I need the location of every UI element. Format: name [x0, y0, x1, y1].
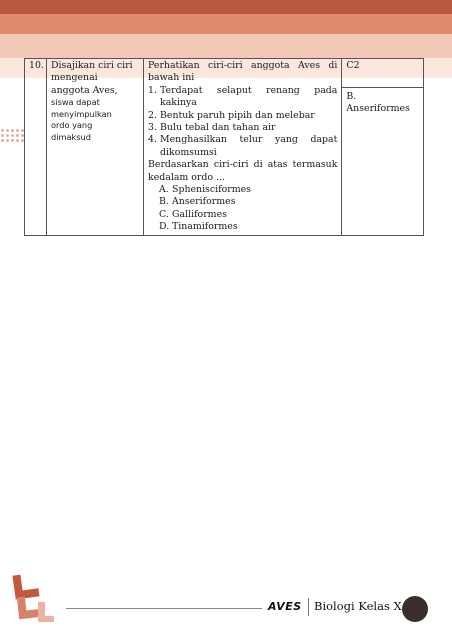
- footer-brand: AVES: [268, 600, 302, 613]
- question-table: [24, 58, 424, 236]
- list-item: 4. Menghasilkan telur yang dapat dikomsumsi: [148, 134, 338, 158]
- option-item: C. Galliformes: [159, 208, 227, 220]
- answer-letter: B.: [346, 91, 357, 102]
- question-prompt: Berdasarkan ciri-ciri di atas termasuk kedalam ordo ...: [148, 159, 338, 183]
- header-band-light: [0, 34, 452, 58]
- option-list: [148, 184, 337, 234]
- feature-list: [148, 85, 337, 159]
- indicator-cell: [47, 59, 144, 236]
- decorative-dots: [0, 128, 26, 142]
- header-band-dark: [0, 0, 452, 14]
- indicator-sub-line: ordo yang: [51, 120, 93, 131]
- footer-title: Biologi Kelas X: [314, 599, 402, 613]
- indicator-line: anggota Aves,: [51, 84, 118, 96]
- question-number-cell: [25, 59, 47, 236]
- header-band-mid: [0, 14, 452, 34]
- list-item: 3. Bulu tebal dan tahan air: [148, 122, 276, 134]
- question-number: 10.: [29, 60, 44, 71]
- footer-divider: [308, 598, 309, 616]
- indicator-sub-line: siswa dapat: [51, 97, 100, 108]
- answer-key: [346, 88, 419, 116]
- footer-page-dot: [402, 596, 428, 622]
- question-cell: [144, 59, 342, 236]
- option-item: B. Anseriformes: [159, 196, 236, 208]
- option-item: D. Tinamiformes: [159, 221, 238, 233]
- answer-text: Anseriformes: [346, 103, 410, 115]
- boomerang-logo-icon: [8, 572, 60, 622]
- option-item: A. Sphenisciformes: [159, 184, 251, 196]
- table-row: [25, 59, 424, 236]
- cognitive-level: C2: [342, 59, 423, 88]
- indicator-sub-line: menyimpulkan: [51, 108, 112, 119]
- list-item: 1. Terdapat selaput renang pada kakinya: [148, 84, 338, 109]
- footer-rule: [66, 608, 262, 609]
- list-item: 2. Bentuk paruh pipih dan melebar: [148, 109, 315, 121]
- question-intro: Perhatikan ciri-ciri anggota Aves di bawah ini: [148, 60, 338, 84]
- indicator-sub-line: dimaksud: [51, 132, 91, 142]
- indicator-line: Disajikan ciri ciri: [51, 60, 133, 71]
- indicator-line: mengenai: [51, 72, 98, 84]
- level-answer-cell: [342, 59, 424, 236]
